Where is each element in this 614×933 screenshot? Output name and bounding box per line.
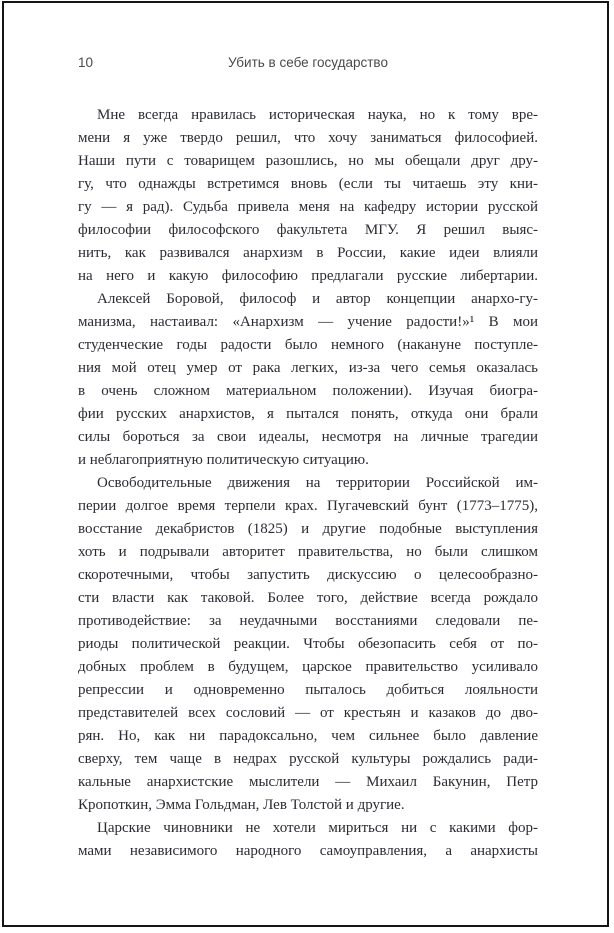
text-line: гу — я рад). Судьба привела меня на кафедру истории русской: [78, 199, 538, 215]
text-line: фии русских анархистов, я пытался понять, откуда они брали: [78, 406, 538, 422]
text-line: гу, что однажды встретимся вновь (если ты читаешь эту кни-: [78, 176, 538, 192]
text-line: мени я уже твердо решил, что хочу заниматься философией.: [78, 130, 538, 146]
text-line: Мне всегда нравилась историческая наука, но к тому вре-: [97, 107, 538, 123]
text-line: рян. Но, как ни парадоксально, чем сильнее было давление: [78, 728, 538, 744]
text-line: репрессии и одновременно пыталось добиться лояльности: [78, 682, 538, 698]
running-title: Убить в себе государство: [228, 55, 388, 70]
text-block: [78, 104, 538, 863]
text-line: Освободительные движения на территории Российской им-: [97, 475, 538, 491]
text-line: Царские чиновники не хотели мириться ни с какими фор-: [97, 820, 538, 836]
text-line: сверху, тем чаще в недрах русской культуры рождались ради-: [78, 751, 538, 767]
text-line: перии долгое время терпели крах. Пугачевский бунт (1773–1775),: [78, 498, 538, 514]
text-line: мами независимого народного самоуправления, а анархисты: [78, 843, 538, 859]
page-header: [78, 55, 538, 73]
text-line: манизма, настаивал: «Анархизм — учение радости!»¹ В мои: [78, 314, 538, 330]
text-line: восстание декабристов (1825) и другие подобные выступления: [78, 521, 538, 537]
text-line: силы бороться за свои идеалы, несмотря на личные трагедии: [78, 429, 538, 445]
text-line: в очень сложном материальном положении). Изучая биогра-: [78, 383, 538, 399]
page-number: 10: [78, 55, 94, 70]
text-line: ния мой отец умер от рака легких, из-за чего семья оказалась: [78, 360, 538, 376]
text-line: Наши пути с товарищем разошлись, но мы обещали друг дру-: [78, 153, 538, 169]
text-line: нить, как развивался анархизм в России, какие идеи влияли: [78, 245, 538, 261]
text-line: на него и какую философию предлагали русские либертарии.: [78, 268, 538, 284]
text-line: представителей всех сословий — от крестьян и казаков до дво-: [78, 705, 538, 721]
text-line: риоды политической реакции. Чтобы обезопасить себя от по-: [78, 636, 538, 652]
paragraph: [78, 104, 538, 288]
text-line: Алексей Боровой, философ и автор концепции анархо-гу-: [97, 291, 538, 307]
text-line: философии философского факультета МГУ. Я решил выяс-: [78, 222, 538, 238]
text-line: противодействие: за неудачными восстаниями следовали пе-: [78, 613, 538, 629]
text-line: добных проблем в будущем, царское правительство усиливало: [78, 659, 538, 675]
text-line: сти власти как таковой. Более того, действие всегда рождало: [78, 590, 538, 606]
text-line: кальные анархистские мыслители — Михаил Бакунин, Петр: [78, 774, 538, 790]
text-line: хоть и подрывали авторитет правительства, но были слишком: [78, 544, 538, 560]
paragraph: [78, 472, 538, 817]
text-line: и неблагоприятную политическую ситуацию.: [78, 452, 369, 468]
text-line: Кропоткин, Эмма Гольдман, Лев Толстой и другие.: [78, 797, 405, 813]
text-line: студенческие годы радости было немного (накануне поступле-: [78, 337, 538, 353]
paragraph: [78, 817, 538, 863]
text-line: скоротечными, чтобы запустить дискуссию о целесообразно-: [78, 567, 538, 583]
paragraph: [78, 288, 538, 472]
